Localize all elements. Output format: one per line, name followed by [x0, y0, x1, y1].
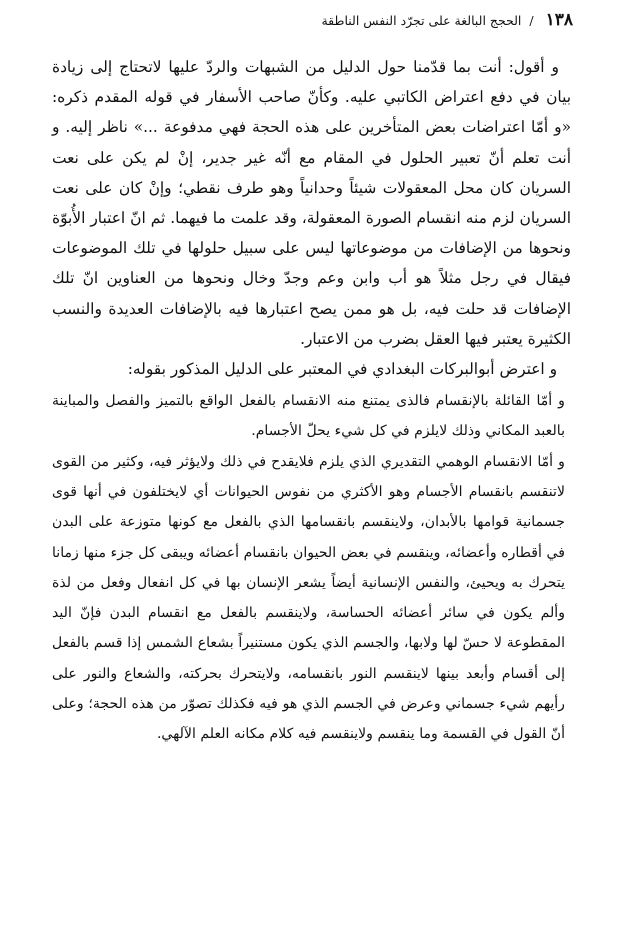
paragraph-author-response: و أقول: أنت بما قدّمنا حول الدليل من الشبهات والردّ عليها لاتحتاج إلى زيادة بيان في دفع اعتراض الكاتبي عليه. وكأنّ صاحب الأسفار في قوله المقدم ذكره: «و أمّا اعتراضات بعض المتأخرين على هذه الحجة فهي مدفوعة ...» ناظر إليه. و أنت تعلم أنّ تعبير الحلول في المقام مع أنّه غير جدير، إنْ لم يكن على نعت السريان كان محل المعقولات شيئاً وحدانياً وهو طرف نقطي؛ وإنْ كان على نعت السريان لزم منه انقسام الصورة المعقولة، وقد علمت ما فيهما. ثم انّ اعتبار الأُبوّة ونحوها من الإضافات من موضوعاتها ليس على سبيل حلولها في تلك الموضوعات فيقال في رجل مثلاً هو أب وابن وعم وجدّ وخال ونحوها من العناوين انّ تلك الإضافات قد حلت فيه، بل هو ممن يصح اعتبارها فيه بالإضافات العديدة والنسب الكثيرة يعتبر فيها العقل بضرب من الاعتبار.: [52, 58, 571, 348]
book-title: الحجج البالغة على تجرّد النفس الناطقة: [321, 13, 522, 28]
page-number: ١٣٨: [545, 10, 573, 30]
paragraph-objection-intro: و اعترض أبوالبركات البغدادي في المعتبر على الدليل المذكور بقوله:: [127, 360, 557, 379]
header-separator: /: [529, 13, 534, 28]
quote-paragraph-2: و أمّا الانقسام الوهمي التقديري الذي يلزم فلايقدح في ذلك ولايؤثر فيه، وكثير من القوى لاتنقسم بانقسام الأجسام وهو الأكثري من نفوس الحيوانات أي لايختلفون في أنها قوى جسمانية قوامها بالأبدان، ولاينقسم بانقسامها الذي بالفعل مع كونها متوزعة على البدن في أقطاره وأعضائه، وينقسم في بعض الحيوان بانقسام أعضائه ويبقى كل جزء منها زمانا يتحرك به ويحيئ، والنفس الإنسانية أيضاً يشعر الإنسان بها في كل انفعال وفعل من لذة وألم يكون في سائر أعضائه الحساسة، ولاينقسم بالفعل مع انقسام البدن فإنّ اليد المقطوعة لا حسّ لها ولابها، والجسم الذي يكون مستنيراً بشعاع الشمس إذا قسم بالفعل إلى أقسام وأبعد بينها لاينقسم النور بانقسامه، ولايتحرك بحركته، والشعاع والنور على رأيهم شيء جسماني وعرض في الجسم الذي هو فيه فكذلك تصوّر من هذه الحجة؛ وعلى أنّ القول في القسمة وما ينقسم ولاينقسم فيه كلام مكانه العلم الآلهي.: [52, 453, 565, 743]
running-header: [50, 8, 573, 32]
page-body: [52, 52, 571, 750]
quote-paragraph-1: و أمّا القائلة بالإنقسام فالذى يمتنع منه الانقسام بالفعل الواقع بالتميز والفصل والمباينة بالعبد المكاني وذلك لايلزم في كل شيء يحلّ الأجسام.: [52, 393, 565, 440]
